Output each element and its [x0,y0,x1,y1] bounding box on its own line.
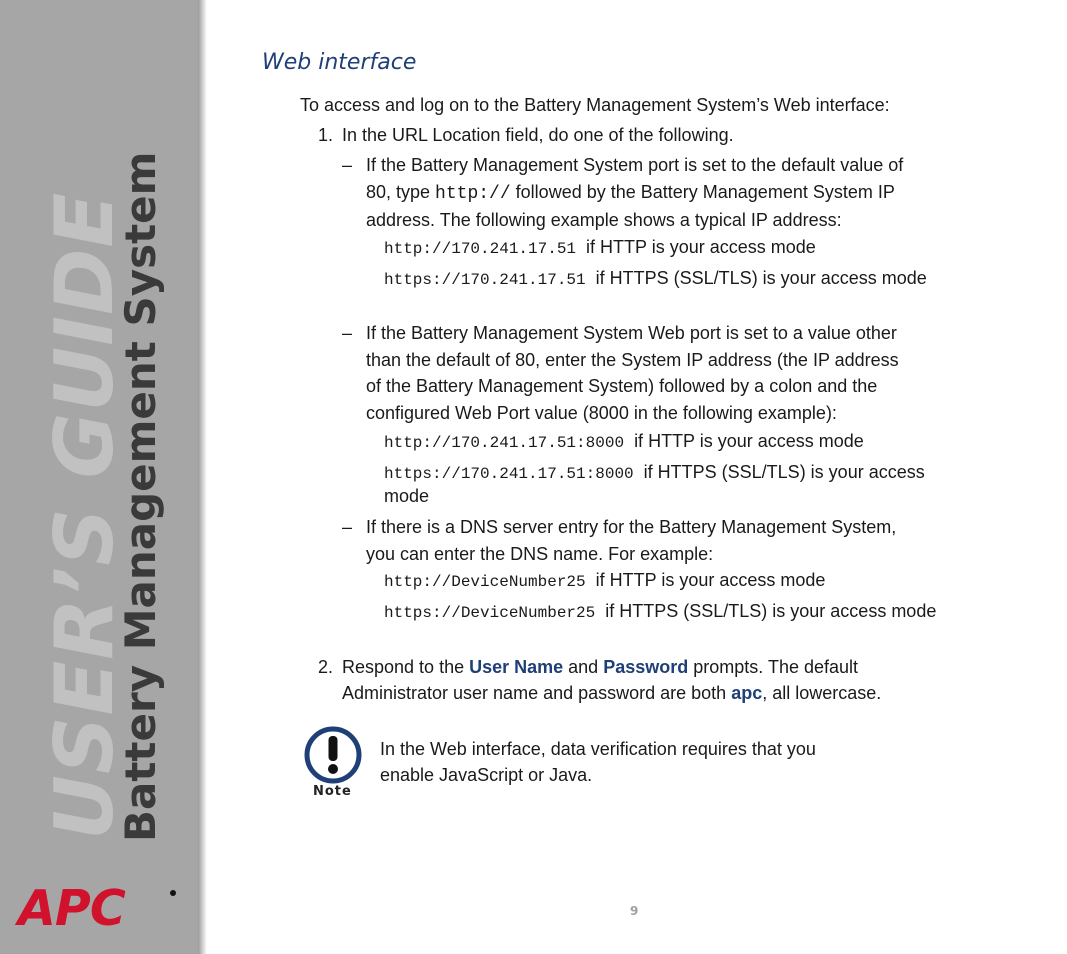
example-2 [384,267,974,291]
section-heading: Web interface [262,50,417,75]
bullet-3-dash: – [342,517,353,537]
example-4 [384,461,954,507]
example-2-code: https://170.241.17.51 [384,271,586,289]
note-label: Note [313,784,352,799]
example-1-code: http://170.241.17.51 [384,240,577,258]
guide-title: USER’S GUIDE [38,191,131,840]
note-line2: enable JavaScript or Java. [380,765,593,785]
step-2-number: 2. [318,657,334,677]
bullet-1-dash: – [342,155,353,175]
example-6 [384,600,974,624]
step-1-number: 1. [318,125,334,145]
example-5-code: http://DeviceNumber25 [384,573,586,591]
password-label: Password [603,657,689,677]
bullet-1-line1: If the Battery Management System port is set to the default value of [366,155,904,175]
bullet-1-line2-pre: 80, type [366,181,436,202]
note-line1: In the Web interface, data verification requires that you [380,739,816,759]
step-2-line2-pre: Administrator user name and password are both [342,683,732,703]
page-number: 9 [630,904,639,918]
step-2-line1 [342,654,881,680]
bullet-3-line2: you can enter the DNS name. For example: [366,543,714,564]
example-5 [384,569,974,593]
user-name-label: User Name [469,657,564,677]
note-text [380,736,816,788]
bullet-2-dash: – [342,323,353,343]
bullet-1-line2-post: followed by the Battery Management System IP [510,181,895,202]
bullet-1 [366,152,903,234]
bullet-3 [366,514,896,567]
example-6-code: https://DeviceNumber25 [384,604,596,622]
apc-logo [18,880,125,937]
step-2-post: prompts. The default [688,657,859,677]
default-credential: apc [731,683,763,703]
example-2-text: if HTTPS (SSL/TLS) is your access mode [595,268,927,288]
step-2-pre: Respond to the [342,657,470,677]
bullet-2 [366,320,899,426]
step-2-text [342,654,881,706]
example-4-code: https://170.241.17.51:8000 [384,465,634,483]
example-3-text: if HTTP is your access mode [634,431,864,451]
bullet-1-line2-code: http:// [435,183,511,204]
apc-logo-text: APC [18,880,125,937]
example-5-text: if HTTP is your access mode [595,570,826,590]
bullet-2-line1: If the Battery Management System Web port is set to a value other [366,323,897,343]
example-3 [384,430,974,454]
example-6-text: if HTTPS (SSL/TLS) is your access mode [605,601,937,621]
bullet-1-line2 [366,179,903,208]
bullet-1-line3: address. The following example shows a typical IP address: [366,210,842,230]
example-3-code: http://170.241.17.51:8000 [384,434,625,452]
bullet-3-line1: If there is a DNS server entry for the Battery Management System, [366,517,897,537]
bullet-2-line2: than the default of 80, enter the System IP address (the IP address [366,349,899,370]
step-2-line2 [342,680,881,706]
bullet-2-line4: configured Web Port value (8000 in the following example): [366,402,837,423]
example-4-text: if HTTPS (SSL/TLS) is your access mode [384,462,925,506]
example-1 [384,236,974,260]
step-2-line2-post: , all lowercase. [762,683,882,703]
step-1-text: In the URL Location field, do one of the following. [342,125,734,145]
example-1-text: if HTTP is your access mode [586,237,816,257]
exclamation-icon [304,726,362,789]
step-2-and: and [563,657,604,677]
intro-text: To access and log on to the Battery Management System’s Web interface: [300,95,890,115]
bullet-2-line3: of the Battery Management System) followed by a colon and the [366,376,878,396]
product-name: Battery Management System [116,151,165,842]
sidebar-shadow [198,0,207,954]
registered-mark [170,890,176,896]
